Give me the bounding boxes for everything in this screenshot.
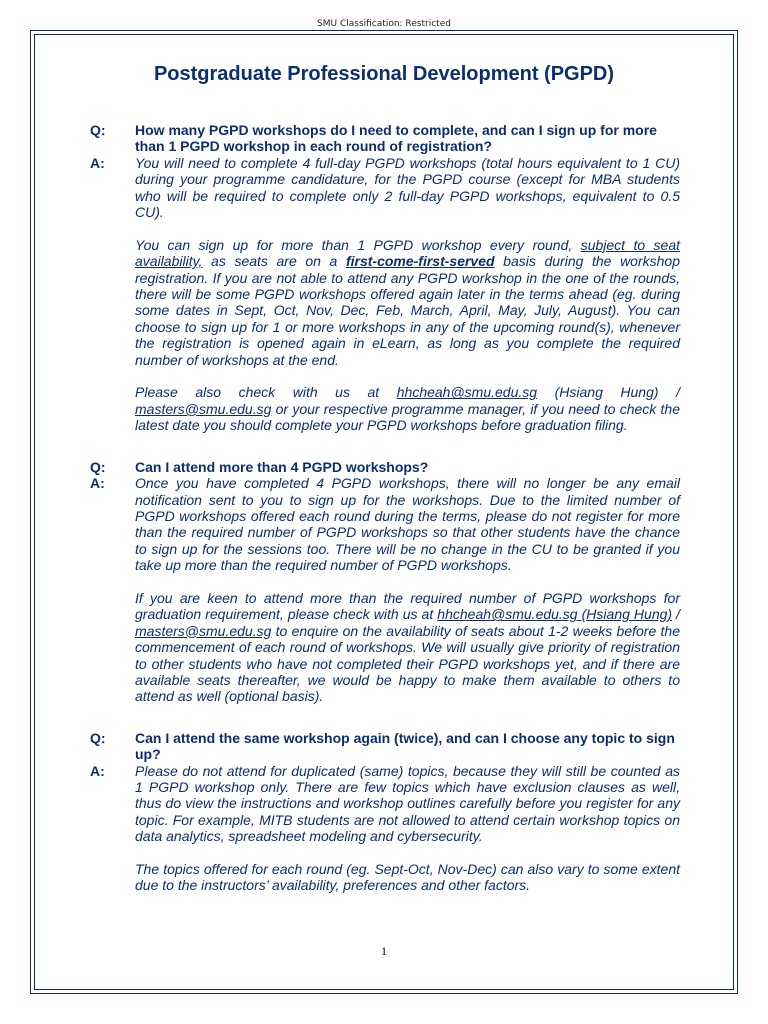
a-label: A: (90, 762, 105, 779)
email-link-masters[interactable]: masters@smu.edu.sg (135, 400, 272, 417)
question-row (90, 459, 680, 475)
q-label: Q: (90, 458, 106, 475)
answer-row (90, 763, 680, 845)
faq-item-3 (90, 730, 680, 894)
email-link-hhcheah[interactable]: hhcheah@smu.edu.sg (396, 384, 538, 401)
question-text: Can I attend more than 4 PGPD workshops? (135, 458, 429, 475)
classification-label: SMU Classification: Restricted (317, 19, 451, 29)
answer-paragraph: The topics offered for each round (eg. Sept-Oct, Nov-Dec) can also vary to some extent due to the instructors’ availability, preferences and other factors. (135, 861, 680, 894)
faq-item-1 (90, 122, 680, 434)
question-text: How many PGPD workshops do I need to complete, and can I sign up for more than 1 PGPD workshop in each round of registration? (135, 122, 657, 155)
answer-paragraph: You can sign up for more than 1 PGPD workshop every round, subject to seat availability, as seats are on a first-come-first-served basis during the workshop registration. If you are not able to attend any PGPD workshop in the one of the rounds, there will be some PGPD workshops offered again later in the terms ahead (eg. during some dates in Sept, Oct, Nov, Dec, Feb, March, April, May, July, August). You can choose to sign up for 1 or more workshops in any of the upcoming round(s), whenever the registration is opened again in eLearn, as long as you complete the required number of workshops at the end. (135, 236, 681, 368)
q-label: Q: (90, 729, 106, 746)
a-label: A: (90, 475, 105, 492)
answer-row (90, 475, 680, 573)
question-row (90, 122, 680, 155)
email-link-hhcheah[interactable]: hhcheah@smu.edu.sg (Hsiang Hung) (437, 606, 673, 623)
faq-item-2 (90, 459, 680, 705)
question-text: Can I attend the same workshop again (twice), and can I choose any topic to sign up? (135, 729, 675, 763)
answer-row (90, 155, 680, 221)
document-title: Postgraduate Professional Development (PGPD) (153, 63, 615, 85)
email-link-masters[interactable]: masters@smu.edu.sg (135, 622, 272, 639)
question-row (90, 730, 680, 763)
answer-paragraph: Please do not attend for duplicated (same) topics, because they will still be counted as 1 PGPD workshop only. There are few topics which have exclusion clauses as well, thus do view the instructions and workshop outlines carefully before you register for any topic. For example, MITB students are not allowed to attend certain workshop topics on data analytics, spreadsheet modeling and cybersecurity. (135, 762, 680, 845)
page-number: 1 (381, 944, 387, 958)
answer-paragraph: You will need to complete 4 full-day PGPD workshops (total hours equivalent to 1 CU) during your programme candidature, for the PGPD course (except for MBA students who will be required to complete only 2 full-day PGPD workshops, equivalent to 0.5 CU). (135, 154, 680, 221)
faq-content (90, 122, 680, 894)
seat-availability-text: subject to seat availability, (135, 236, 681, 270)
answer-paragraph: Once you have completed 4 PGPD workshops, there will no longer be any email notification sent to you to sign up for the workshops. Due to the limited number of PGPD workshops offered each round during the terms, please do not register for more than the required number of PGPD workshops so that other students have the chance to sign up for the sessions too. There will be no change in the CU to be granted if you take up more than the required number of PGPD workshops. (135, 475, 680, 574)
answer-paragraph: If you are keen to attend more than the required number of PGPD workshops for graduation requirement, please check with us at hhcheah@smu.edu.sg (Hsiang Hung) / masters@smu.edu.sg to enquire on the availability of seats about 1-2 weeks before the commencement of each round of workshops. We will usually give priority of registration to other students who have not completed their PGPD workshops yet, and if there are available seats thereafter, we would be happy to make them available to others to attend as well (optional basis). (135, 589, 681, 705)
a-label: A: (90, 154, 105, 171)
first-come-first-served-text: first-come-first-served (345, 253, 495, 270)
q-label: Q: (90, 122, 106, 138)
answer-paragraph: Please also check with us at hhcheah@smu.edu.sg (Hsiang Hung) / masters@smu.edu.sg or your respective programme manager, if you need to check the latest date you should complete your PGPD workshops before graduation filing. (135, 384, 680, 434)
